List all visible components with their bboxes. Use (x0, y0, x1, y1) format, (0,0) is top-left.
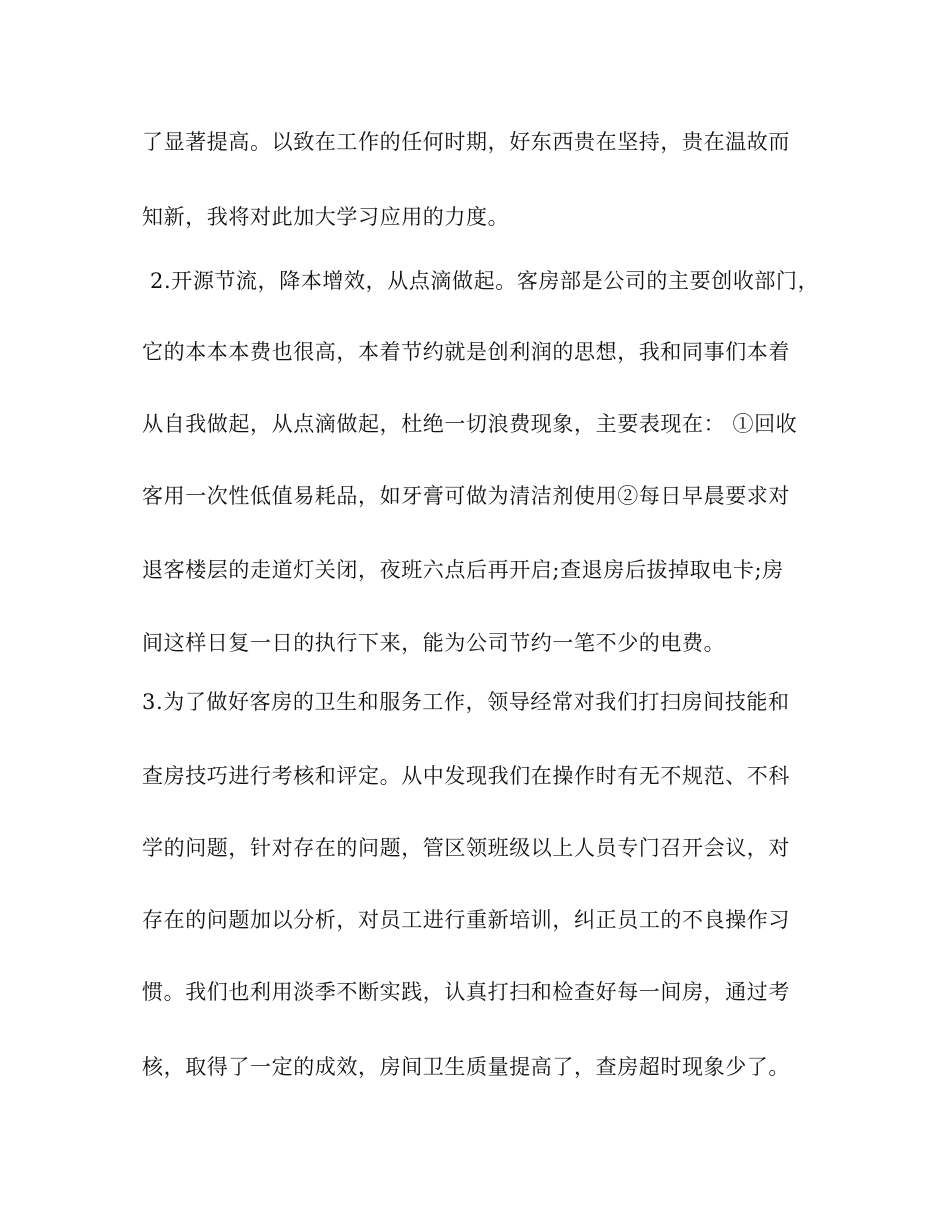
paragraph-line: 了显著提高。以致在工作的任何时期，好东西贵在坚持，贵在温故而 (142, 130, 790, 154)
paragraph-line: 3.为了做好客房的卫生和服务工作，领导经常对我们打扫房间技能和 (142, 690, 790, 714)
paragraph-line: 存在的问题加以分析，对员工进行重新培训，纠正员工的不良操作习 (142, 908, 790, 932)
paragraph-line: 知新，我将对此加大学习应用的力度。 (142, 205, 510, 229)
paragraph-line: 学的问题，针对存在的问题，管区领班级以上人员专门召开会议，对 (142, 836, 790, 860)
paragraph-line: 2.开源节流，降本增效，从点滴做起。客房部是公司的主要创收部门， (150, 269, 820, 293)
paragraph-line: 退客楼层的走道灯关闭，夜班六点后再开启;查退房后拔掉取电卡;房 (142, 558, 784, 582)
paragraph-line: 从自我做起，从点滴做起，杜绝一切浪费现象，主要表现在： ①回收 (142, 412, 798, 436)
paragraph-line: 间这样日复一日的执行下来，能为公司节约一笔不少的电费。 (142, 631, 726, 655)
paragraph-line: 查房技巧进行考核和评定。从中发现我们在操作时有无不规范、不科 (142, 764, 790, 788)
paragraph-line: 核，取得了一定的成效，房间卫生质量提高了，查房超时现象少了。 (142, 1055, 790, 1079)
paragraph-line: 它的本本本费也很高，本着节约就是创利润的思想，我和同事们本着 (142, 340, 790, 364)
paragraph-line: 客用一次性低值易耗品，如牙膏可做为清洁剂使用②每日早晨要求对 (142, 484, 790, 508)
paragraph-line: 惯。我们也利用淡季不断实践，认真打扫和检查好每一间房，通过考 (142, 980, 790, 1004)
